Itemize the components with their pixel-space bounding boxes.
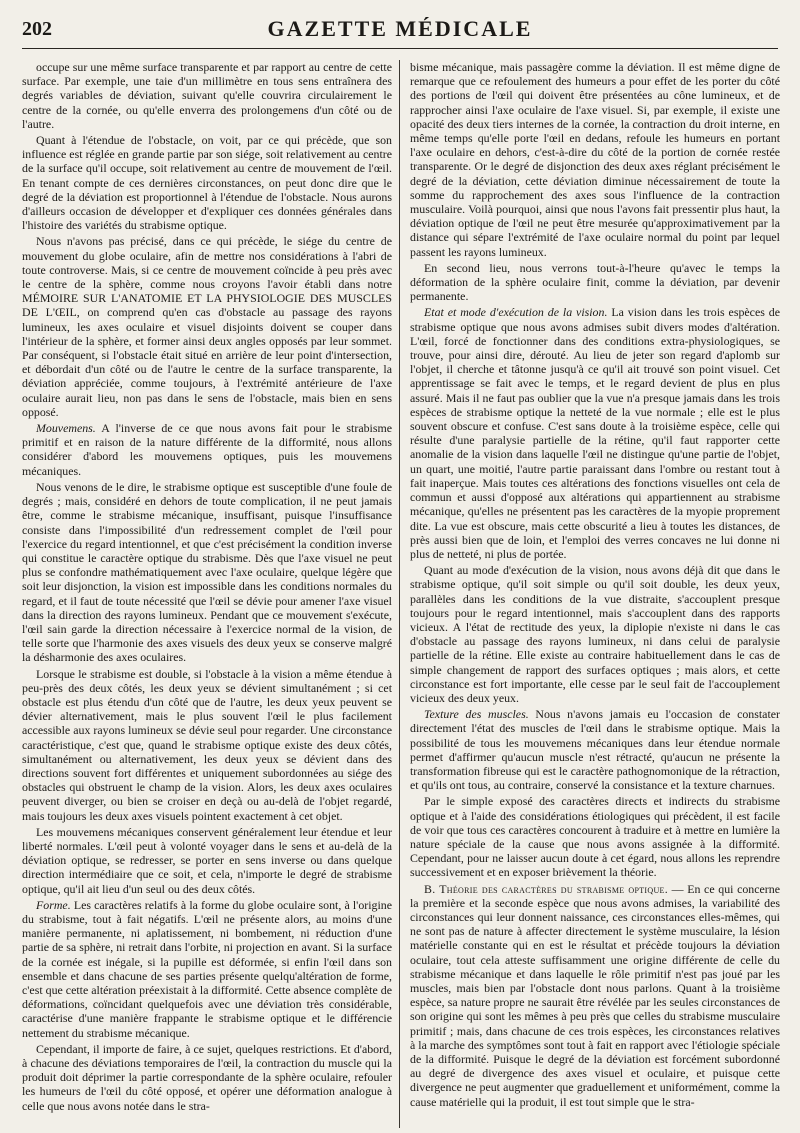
section-heading: Etat et mode d'exécution de la vision.	[424, 305, 608, 320]
paragraph	[22, 667, 392, 823]
paragraph	[22, 234, 392, 419]
paragraph-text: — En ce qui concerne la première et la seconde espèce que nous avons admises, la variabilité des circonstances qui leur donnent naissance, ces circonstances elles-mêmes, qui ne sont pas de nature à affecter directement le système musculaire, la lésion matérielle constante qui en est le résultat et précède toujours la déviation oculaire, tout cela atteste suffisamment une origine différente de celle du strabisme mécanique et dans laquelle le rôle primitif n'est pas joué par les muscles, mais bien par l'obstacle dont nous parlons. Quant à la troisième espèce, sa nature propre ne saurait être révélée par les seules circonstances de son origine qui sont les mêmes à peu près que celles du strabisme musculaire primitif ; mais, dans chacune de ces trois espèces, les circonstances relatives à la marche des symptômes sont tout à fait en rapport avec l'étiologie spéciale de la difformité. Puisque le degré de la déviation est forcément subordonné au degré de divergence des axes visuel et oculaire, et puisque cette divergence ne peut augmenter que graduellement et uniformément, comme la cause matérielle qui la produit, il est tout simple que le stra-	[410, 881, 780, 1109]
paragraph-text: La vision dans les trois espèces de strabisme optique que nous avons admises subit divers modes d'altération. L'œil, forcé de fonctionner dans des conditions extra-physiologiques, se trouve, pour ainsi dire, dérouté. Au lieu de jeter son regard d'aplomb sur l'objet, il cherche et tâtonne jusqu'à ce qu'il ait trouvé son point visuel. Cet apprentissage se fait avec le temps, et le regard devient de plus en plus assuré. Mais il ne faut pas oublier que la vue n'a presque jamais dans les trois espèces de strabisme optique la netteté de la vue normale ; elle est le plus souvent obscure et confuse. C'est sans doute à la troisième espèce, celle qui résulte d'une paralysie partielle de la rétine, qu'il faut rapporter cette anomalie de la vision dans laquelle l'œil ne distingue qu'une partie de l'objet, un quart, une moitié, l'autre partie paraissant dans l'ombre ou restant tout à fait inaperçue. Mais toutes ces altérations des fonctions visuelles ont cela de commun et aussi d'opposé aux altérations qui appartiennent au strabisme mécanique, qu'elles ne présentent pas les caractères de la myopie proprement dite. La vue est obscure, mais cette obscurité a lieu à toutes les distances, de près aussi bien que de loin, et l'emploi des verres concaves ne lui donne ni plus de netteté, ni plus de portée.	[410, 305, 780, 561]
journal-title: GAZETTE MÉDICALE	[267, 16, 533, 41]
page-header	[22, 14, 778, 49]
paragraph-text: Par le simple exposé des caractères directs et indirects du strabisme optique et à l'aide des considérations étiologiques qui précèdent, il est facile de voir que tous ces caractères concourent à traduire et à mettre en lumière la nature spéciale de la cause que nous avons assignée à la difformité. Cependant, pour ne laisser aucun doute à cet égard, nous allons les reprendre successivement et en exposer brièvement la théorie.	[410, 794, 780, 880]
paragraph-text: Nous n'avons pas précisé, dans ce qui précède, le siége du centre de mouvement du globe oculaire, afin de mettre nos considérations à l'abri de toute controverse. Mais, si ce centre de mouvement coïncide à peu près avec le centre de la sphère, comme nous croyons l'avoir établi dans notre MÉMOIRE SUR L'ANATOMIE ET LA PHYSIOLOGIE DES MUSCLES DE L'ŒIL, on comprend qu'en cas d'obstacle au passage des rayons lumineux, les axes oculaire et visuel disjoints doivent se couper dans l'intérieur de la sphère, et former ainsi deux angles opposés par leur sommet. Par conséquent, si l'obstacle était situé en arrière de leur point d'intersection, et débordait d'un côté ou de l'autre le centre de la surface transparente, la déviation appréciée, comme toujours, à l'extrémité antérieure de l'axe oculaire aurait lieu, non pas dans le sens de l'obstacle, mais bien en sens opposé.	[22, 234, 392, 419]
paragraph	[22, 1042, 392, 1113]
section-heading: Forme.	[36, 897, 71, 912]
paragraph	[22, 480, 392, 665]
paragraph-text: occupe sur une même surface transparente et par rapport au centre de cette surface. Par exemple, une taie d'un millimètre en tous sens entraînera des degrés variables de déviation, suivant qu'elle couvrira circulairement le centre de la cornée, ou qu'elle enverra des prolongemens d'un côté ou de l'autre.	[22, 60, 392, 131]
section-heading: Mouvemens.	[36, 421, 96, 436]
paragraph-text: Cependant, il importe de faire, à ce sujet, quelques restrictions. Et d'abord, à chacune des déviations temporaires de l'œil, la contraction du muscle qui la produit doit déprimer la partie correspondante de la sphère oculaire, refouler les humeurs de l'œil du côté opposé, et opérer une déformation analogue à celle que nous avons notée dans le stra-	[22, 1041, 392, 1113]
paragraph-text: Quant au mode d'exécution de la vision, nous avons déjà dit que dans le strabisme optique, qu'il soit simple ou qu'il soit double, les deux yeux, parallèles dans les conditions de la vue distraite, s'accouplent presque toujours pour le regard intentionnel, mais s'accouplent dans des rapports vicieux. A l'état de rectitude des yeux, la diplopie n'existe ni dans le cas d'obstacle au passage des rayons lumineux, ni dans celui de paralysie partielle de la rétine. Elle existe au contraire habituellement dans le cas de simple changement de rapport des surfaces optiques ; mais alors, et cette circonstance est fort importante, elle cesse par le seul fait de l'accouplement vicieux des deux yeux.	[410, 563, 780, 705]
paragraph	[410, 563, 780, 705]
paragraph	[410, 261, 780, 304]
paragraph	[22, 825, 392, 896]
paragraph	[410, 305, 780, 561]
left-column	[22, 60, 392, 1128]
paragraph-text: En second lieu, nous verrons tout-à-l'heure qu'avec le temps la déformation de la sphère oculaire finit, comme la déviation, par devenir permanente.	[410, 260, 780, 304]
paragraph	[410, 882, 780, 1109]
paragraph	[22, 898, 392, 1040]
paragraph-text: Nous venons de le dire, le strabisme optique est susceptible d'une foule de degrés ; mais, considéré en dehors de toute complication, il ne peut jamais être, comme le strabisme mécanique, insuffisant, puisque l'insuffisance consiste dans l'impossibilité d'un redressement complet de l'œil pour l'exercice du regard intentionnel, et que c'est précisément la condition inverse qui constitue le caractère optique du strabisme. Dès que l'axe visuel ne peut plus se confondre mathématiquement avec l'axe oculaire, quelque légère que soit leur disjonction, la vision est impossible dans les conditions normales du regard, et il faut de toute nécessité que l'œil se dévie pour amener l'axe visuel dans la direction des rayons lumineux. Pendant que ce mouvement s'exécute, l'œil sain garde la direction nécessaire à l'exercice normal de la vision, de telle sorte que l'harmonie des axes visuels des deux yeux se conserve malgré la désharmonie des axes oculaires.	[22, 479, 392, 665]
right-column	[410, 60, 780, 1128]
paragraph	[410, 794, 780, 879]
paragraph	[410, 60, 780, 259]
page-number: 202	[22, 18, 52, 40]
paragraph-text: Les caractères relatifs à la forme du globe oculaire sont, à l'origine du strabisme, tout à fait négatifs. L'œil ne présente alors, au moins d'une manière permanente, ni aplatissement, ni bombement, ni réduction d'une partie de sa sphère, ni retrait dans l'orbite, ni projection en avant. Si la surface de la cornée est inégale, si la pupille est déformée, si enfin l'œil dans son ensemble et dans chacune de ses parties présente quelqu'altération de forme, c'est que cette altération préexistait à la difformité. Cette absence complète de déformations, coïncidant quelquefois avec une déviation très considérable, caractérise d'une manière frappante le strabisme optique et le différencie nettement du strabisme mécanique.	[22, 897, 392, 1040]
paragraph-text: Nous n'avons jamais eu l'occasion de constater directement l'état des muscles de l'œil dans le strabisme optique. Mais la possibilité de tous les mouvemens mécaniques dans leur étendue normale permet d'affirmer qu'aucun muscle n'est rétracté, qu'aucun ne présente la transformation fibreuse qui est le caractère pathognomonique de la rétraction, et qu'ils ont tous, au contraire, conservé la consistance et la texture charnues.	[410, 707, 780, 793]
paragraph	[22, 421, 392, 478]
section-heading: Texture des muscles.	[424, 707, 529, 722]
paragraph	[22, 133, 392, 232]
paragraph-text: Quant à l'étendue de l'obstacle, on voit, par ce qui précède, que son influence est réglée en grande partie par son siége, soit relativement au centre de la surface qu'il occupe, soit relativement au centre de mouvement de l'œil. En tenant compte de ces dernières circonstances, on peut donc dire que le degré de la déviation est proportionnel à l'étendue de l'obstacle. Nous aurons d'ailleurs occasion de développer et d'expliquer ces données générales dans l'histoire des variétés du strabisme optique.	[22, 133, 392, 233]
paragraph	[410, 707, 780, 792]
paragraph-text: Lorsque le strabisme est double, si l'obstacle à la vision a même étendue à peu-près des deux côtés, les deux yeux se dévient simultanément ; si cet obstacle est plus étendu d'un côté que de l'autre, les deux yeux peuvent se dévier alternativement, mais le plus souvent l'œil le plus facilement accessible aux rayons lumineux se dévie seul pour regarder. Une circonstance caractéristique, c'est que, quand le strabisme optique existe des deux côtés, simultanément ou alternativement, les deux yeux se dévient dans des directions souvent fort différentes et uniquement subordonnées au siége des obstacles qui obstruent le champ de la vision. Alors, les deux axes oculaires peuvent diverger, ou bien se croiser en deçà ou au-delà de l'objet regardé, mais toujours les deux axes visuels pointent exactement à cet objet.	[22, 666, 392, 823]
paragraph-text: Les mouvemens mécaniques conservent généralement leur étendue et leur liberté normales. L'œil peut à volonté voyager dans le sens et au-delà de la déviation optique, se redresser, se porter en sens inverse ou dans quelque direction intermédiaire que ce soit, et cela, n'importe le degré de strabisme optique, qu'il ait lieu d'un seul ou des deux côtés.	[22, 824, 392, 896]
section-heading: B. Théorie des caractères du strabisme optique.	[424, 881, 669, 896]
column-divider	[399, 60, 400, 1128]
paragraph	[22, 60, 392, 131]
paragraph-text: A l'inverse de ce que nous avons fait pour le strabisme primitif et en raison de la nature différente de la difformité, nous allons considérer d'abord les mouvemens optiques, puis les mouvemens mécaniques.	[22, 421, 392, 478]
paragraph-text: bisme mécanique, mais passagère comme la déviation. Il est même digne de remarque que ce refoulement des humeurs a pour effet de les porter du côté des portions de l'œil qui doivent être présentées au cône lumineux, et de rapprocher ainsi l'axe oculaire de l'axe visuel. Si, par exemple, il existe une opacité des deux tiers internes de la cornée, la contraction du droit interne, en même temps qu'elle porte l'œil en dedans, refoule les humeurs en portant l'axe oculaire en dehors, c'est-à-dire du côté de la portion de cornée restée transparente. Or le degré de disjonction des deux axes réglant précisément le degré de la déviation, cette déviation diminue nécessairement de toute la somme du rapprochement des axes sous l'influence de la contraction musculaire. Voilà pourquoi, ainsi que nous l'avons fait pressentir plus haut, la déviation optique de l'œil ne peut être mesurée qu'approximativement par la distance qui sépare l'extrémité de l'axe oculaire normal du point par lequel passent les rayons lumineux.	[410, 60, 780, 259]
